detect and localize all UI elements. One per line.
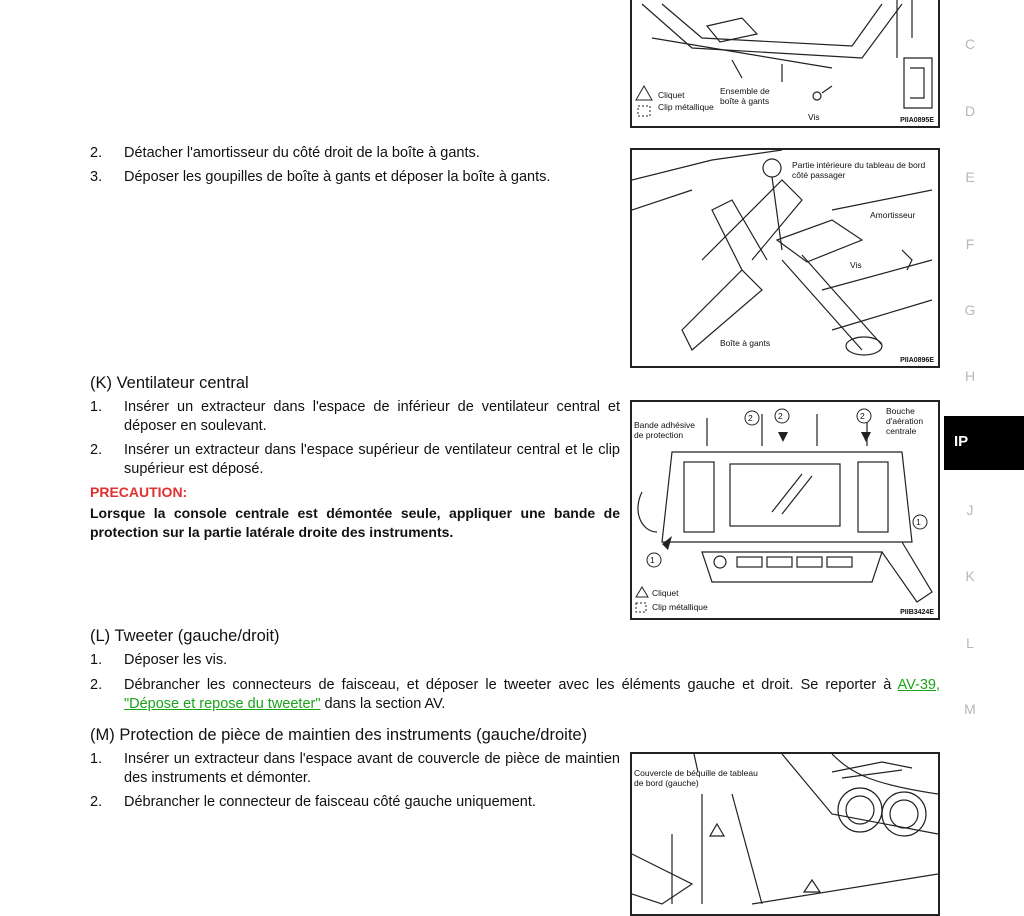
list-item [90, 651, 940, 670]
fig1-ensemble-label: Ensemble de boîte à gants [720, 86, 770, 106]
caution-text: Lorsque la console centrale est démontée seule, appliquer une bande de protection sur la partie latérale droite des instruments. [90, 505, 620, 540]
side-tab-m[interactable]: M [964, 701, 976, 717]
side-tab-d[interactable]: D [964, 103, 976, 119]
step-number: 1. [90, 652, 103, 668]
fig2-boite-label: Boîte à gants [720, 338, 771, 348]
fig2-vis-label: Vis [850, 260, 862, 270]
callout-2: 2 [748, 413, 753, 423]
active-tab-label: IP [954, 433, 969, 450]
fig1-clip-label: Clip métallique [658, 102, 714, 112]
fig3-clip-label: Clip métallique [652, 602, 708, 612]
figure-glove-box-removal [630, 148, 940, 368]
section-k-title: (K) Ventilateur central [90, 374, 249, 392]
step-number: 1. [90, 399, 103, 415]
side-tab-g[interactable]: G [964, 302, 976, 318]
fig3-bande-label: Bande adhésive de protection [634, 420, 695, 440]
step-number: 2. [90, 442, 103, 458]
list-item [90, 441, 620, 479]
callout-2: 2 [778, 411, 783, 421]
list-item [90, 793, 620, 812]
list-item [90, 676, 940, 714]
step-text: Insérer un extracteur dans l'espace supérieur de ventilateur central et le clip supérieur est déposé. [124, 442, 620, 477]
list-item [90, 398, 620, 436]
figure-instrument-cover [630, 752, 940, 916]
step-text-b: dans la section AV. [320, 696, 446, 712]
callout-1: 1 [650, 555, 655, 565]
section-m-title: (M) Protection de pièce de maintien des instruments (gauche/droite) [90, 726, 588, 744]
side-tab-l[interactable]: L [966, 635, 974, 651]
side-tab-k[interactable]: K [965, 568, 975, 584]
step-number: 3. [90, 169, 103, 185]
step-number: 2. [90, 677, 103, 693]
caution-label: PRECAUTION: [90, 484, 188, 500]
step-number: 2. [90, 145, 103, 161]
step-text: Détacher l'amortisseur du côté droit de la boîte à gants. [124, 145, 480, 161]
figure-glove-box-assembly [630, 0, 940, 128]
step-number: 2. [90, 794, 103, 810]
fig1-vis-label: Vis [808, 112, 820, 122]
av39-link[interactable]: AV-39, "Dépose et repose du tweeter" [124, 677, 940, 712]
list-item [90, 750, 620, 788]
side-tab-c[interactable]: C [964, 36, 976, 52]
fig1-cliquet-label: Cliquet [658, 90, 685, 100]
fig3-id: PIIB3424E [900, 609, 934, 616]
fig3-bouche-label: Bouche d'aération centrale [886, 406, 924, 436]
callout-1: 1 [916, 517, 921, 527]
section-l-title: (L) Tweeter (gauche/droit) [90, 627, 280, 645]
fig2-id: PIIA0896E [900, 357, 934, 364]
step-text: Débrancher le connecteur de faisceau côté gauche uniquement. [124, 794, 536, 810]
side-tab-h[interactable]: H [964, 368, 976, 384]
step-text [124, 676, 940, 714]
fig2-partie-label: Partie intérieure du tableau de bord côté passager [792, 160, 926, 180]
step-text-a: Débrancher les connecteurs de faisceau, et déposer le tweeter avec les éléments gauche et droit. Se reporter à [124, 677, 898, 693]
step-text: Insérer un extracteur dans l'espace de inférieur de ventilateur central et déposer en soulevant. [124, 399, 620, 434]
callout-2: 2 [860, 411, 865, 421]
step-text: Déposer les goupilles de boîte à gants et déposer la boîte à gants. [124, 169, 551, 185]
fig2-amortisseur-label: Amortisseur [870, 210, 916, 220]
side-tab-ip-active[interactable] [944, 416, 1024, 470]
fig4-couvercle-label: Couvercle de béquille de tableau de bord (gauche) [634, 768, 758, 788]
step-number: 1. [90, 751, 103, 767]
figure-central-vent [630, 400, 940, 620]
step-text: Déposer les vis. [124, 652, 228, 668]
list-item [90, 168, 620, 187]
fig3-cliquet-label: Cliquet [652, 588, 679, 598]
glove-box-removal-illustration [632, 150, 938, 366]
list-item [90, 144, 620, 163]
side-tab-f[interactable]: F [965, 236, 975, 252]
step-text: Insérer un extracteur dans l'espace avant de couvercle de pièce de maintien des instruments et démonter. [124, 751, 620, 786]
side-tab-e[interactable]: E [965, 169, 975, 185]
fig1-id: PIIA0895E [900, 117, 934, 124]
side-tab-j[interactable]: J [966, 502, 974, 518]
